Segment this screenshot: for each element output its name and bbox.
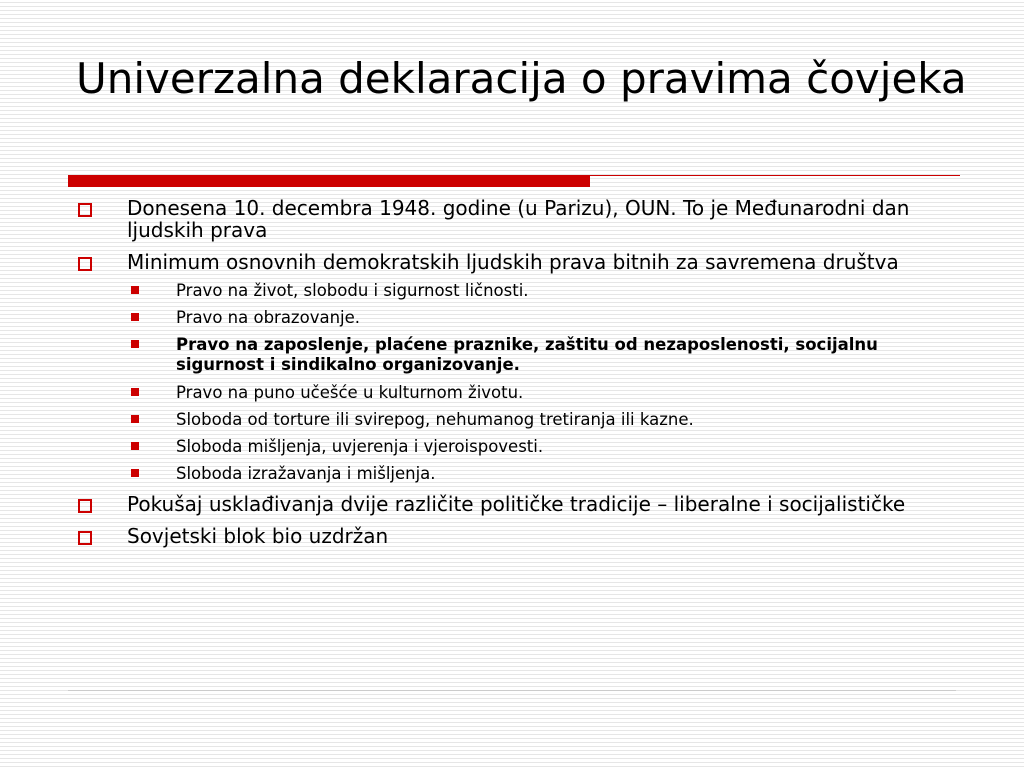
bullet-text: Sovjetski blok bio uzdržan [127, 524, 389, 548]
sub-bullet-text: Pravo na zaposlenje, plaćene praznike, zaštitu od nezaposlenosti, socijalnu sigurnost i sindikalno organizovanje. [176, 335, 878, 374]
footer-divider [68, 690, 956, 691]
bullet-item [76, 251, 956, 273]
sub-bullet-text: Sloboda mišljenja, uvjerenja i vjeroispovesti. [176, 437, 544, 456]
bullet-item [76, 197, 956, 241]
slide-title: Univerzalna deklaracija o pravima čovjeka [76, 54, 967, 103]
filled-square-bullet-icon [131, 313, 139, 321]
hollow-square-bullet-icon [78, 257, 92, 271]
filled-square-bullet-icon [131, 469, 139, 477]
sub-bullet-item [76, 437, 956, 456]
sub-bullet-item [76, 383, 956, 402]
filled-square-bullet-icon [131, 415, 139, 423]
sub-bullet-text: Sloboda od torture ili svirepog, nehumanog tretiranja ili kazne. [176, 410, 694, 429]
sub-bullet-item [76, 335, 956, 375]
sub-bullet-text: Pravo na život, slobodu i sigurnost ličnosti. [176, 281, 529, 300]
title-underline-thick [68, 175, 590, 187]
filled-square-bullet-icon [131, 442, 139, 450]
hollow-square-bullet-icon [78, 531, 92, 545]
filled-square-bullet-icon [131, 286, 139, 294]
bullet-text: Pokušaj usklađivanja dvije različite političke tradicije – liberalne i socijalističke [127, 492, 906, 516]
sub-bullet-item [76, 308, 956, 327]
sub-bullet-text: Sloboda izražavanja i mišljenja. [176, 464, 436, 483]
hollow-square-bullet-icon [78, 203, 92, 217]
filled-square-bullet-icon [131, 388, 139, 396]
sub-bullet-item [76, 281, 956, 300]
sub-bullet-text: Pravo na obrazovanje. [176, 308, 361, 327]
bullet-text: Minimum osnovnih demokratskih ljudskih prava bitnih za savremena društva [127, 250, 899, 274]
filled-square-bullet-icon [131, 340, 139, 348]
bullet-item [76, 525, 956, 547]
sub-bullet-item [76, 410, 956, 429]
sub-bullet-text: Pravo na puno učešće u kulturnom životu. [176, 383, 524, 402]
title-underline-thin [590, 175, 960, 176]
bullet-text: Donesena 10. decembra 1948. godine (u Parizu), OUN. To je Međunarodni dan ljudskih prava [127, 196, 910, 242]
slide-content [76, 197, 956, 557]
bullet-item [76, 493, 956, 515]
sub-bullet-item [76, 464, 956, 483]
hollow-square-bullet-icon [78, 499, 92, 513]
